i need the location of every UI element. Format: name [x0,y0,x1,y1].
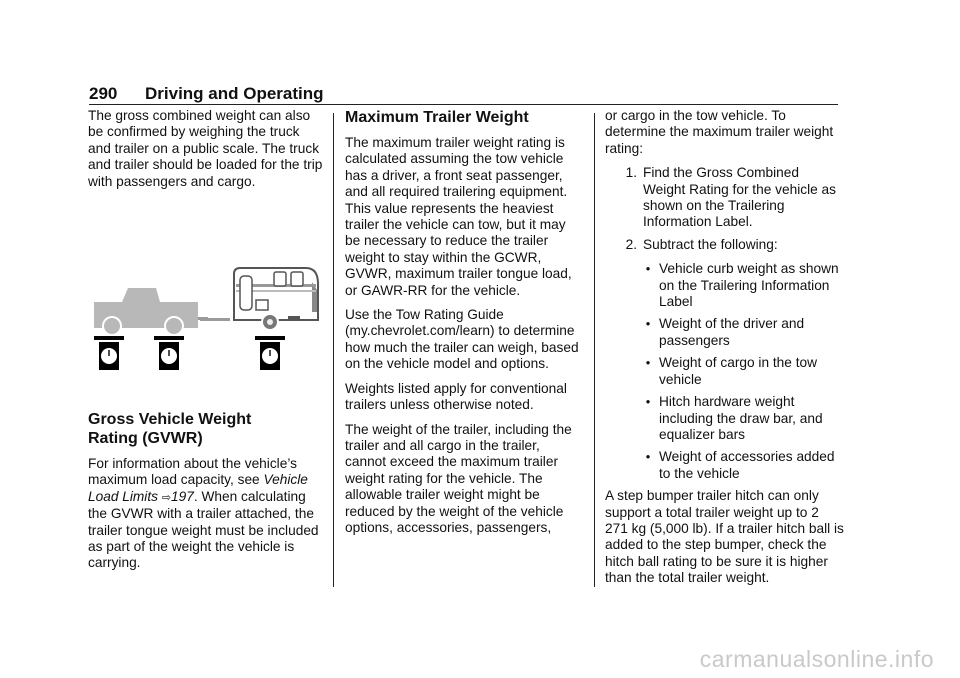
bullet-text: Weight of accessories added to the vehicle [659,449,835,481]
step-item [605,165,845,231]
paragraph-2: Use the Tow Rating Guide (my.chevrolet.com/learn) to determine how much the trailer can weigh, based on the vehicle model and options. [345,307,579,372]
bullet-text: Vehicle curb weight as shown on the Trailering Information Label [659,261,839,310]
truck-icon [94,288,208,335]
gvwr-text-before: For information about the vehicle’s maximum load capacity, see [88,456,297,488]
step-number: 2. [625,236,637,252]
steps-list [605,165,845,253]
column-middle [345,108,581,544]
truck-trailer-scales-illustration [88,262,328,377]
bullet-item [605,316,845,349]
gvwr-heading-line1: Gross Vehicle Weight [88,411,252,429]
bullet-icon: ● [645,319,651,329]
scale-front-icon [94,336,124,370]
paragraph-1: The maximum trailer weight rating is calculated assuming the tow vehicle has a driver, a front seat passenger, and all required trailering equipment. This value represents the heaviest trailer the vehicle can tow, but it may be necessary to reduce the trailer weight to stay within the GCWR, GVWR, maximum trailer tongue load, or GAWR-RR for the vehicle. [345,135,572,298]
bullet-text: Weight of cargo in the tow vehicle [659,355,818,387]
gvwr-paragraph [88,456,324,572]
max-trailer-weight-heading: Maximum Trailer Weight [345,109,529,126]
scale-rear-icon [154,336,184,370]
bullet-icon: ● [645,358,651,368]
bullet-item [605,261,845,310]
page-header [89,80,838,105]
bullet-icon: ● [645,452,651,462]
bullet-item [605,394,845,443]
step-text: Find the Gross Combined Weight Rating for the vehicle as shown on the Trailering Information Label. [643,165,836,230]
intro-paragraph: The gross combined weight can also be confirmed by weighing the truck and trailer on a public scale. The truck and trailer should be loaded for the trip with passengers and cargo. [88,108,323,189]
paragraph-4: The weight of the trailer, including the trailer and all cargo in the trailer, cannot exceed the maximum trailer weight rating for the vehicle. The allowable trailer weight might be reduced by the weight of the vehicle options, accessories, passengers, [345,421,572,535]
intro-paragraph: or cargo in the tow vehicle. To determine the maximum trailer weight rating: [605,108,834,156]
gvwr-heading-line2: Rating (GVWR) [88,430,203,448]
trailer-icon [234,268,318,330]
bullet-icon: ● [645,264,651,274]
closing-paragraph: A step bumper trailer hitch can only support a total trailer weight up to 2 271 kg (5,000 lb). If a trailer hitch ball is added to the step bumper, check the hitch ball rating to be sure it is higher than the total trailer weight. [605,488,844,586]
column-divider-2 [594,113,595,587]
column-divider-1 [333,113,334,587]
bullet-icon: ● [645,397,651,407]
step-text: Subtract the following: [643,236,778,252]
watermark: carmanualsonline.info [699,646,934,672]
subtract-bullets [605,261,845,482]
hitch-bar [200,318,230,321]
scale-trailer-icon [255,336,285,370]
bullet-item [605,449,845,482]
paragraph-3: Weights listed apply for conventional trailers unless otherwise noted. [345,380,567,413]
step-item [605,237,845,253]
column-right [605,108,845,595]
vehicle-load-limits-link[interactable]: Vehicle Load Limits [88,472,308,504]
gvwr-text-after: . When calculating the GVWR with a trailer attached, the trailer tongue weight must be included as part of the weight the vehicle is carrying. [88,488,319,571]
section-title: Driving and Operating [145,84,324,103]
page-reference-arrow-icon: ⇨ [161,491,172,504]
page-number: 290 [89,84,118,103]
bullet-text: Hitch hardware weight including the draw bar, and equalizer bars [659,394,823,442]
gvwr-heading [88,410,324,448]
page-ref-number[interactable]: 197 [171,488,194,504]
step-number: 1. [625,165,637,181]
bullet-item [605,355,845,388]
bullet-text: Weight of the driver and passengers [659,316,805,348]
